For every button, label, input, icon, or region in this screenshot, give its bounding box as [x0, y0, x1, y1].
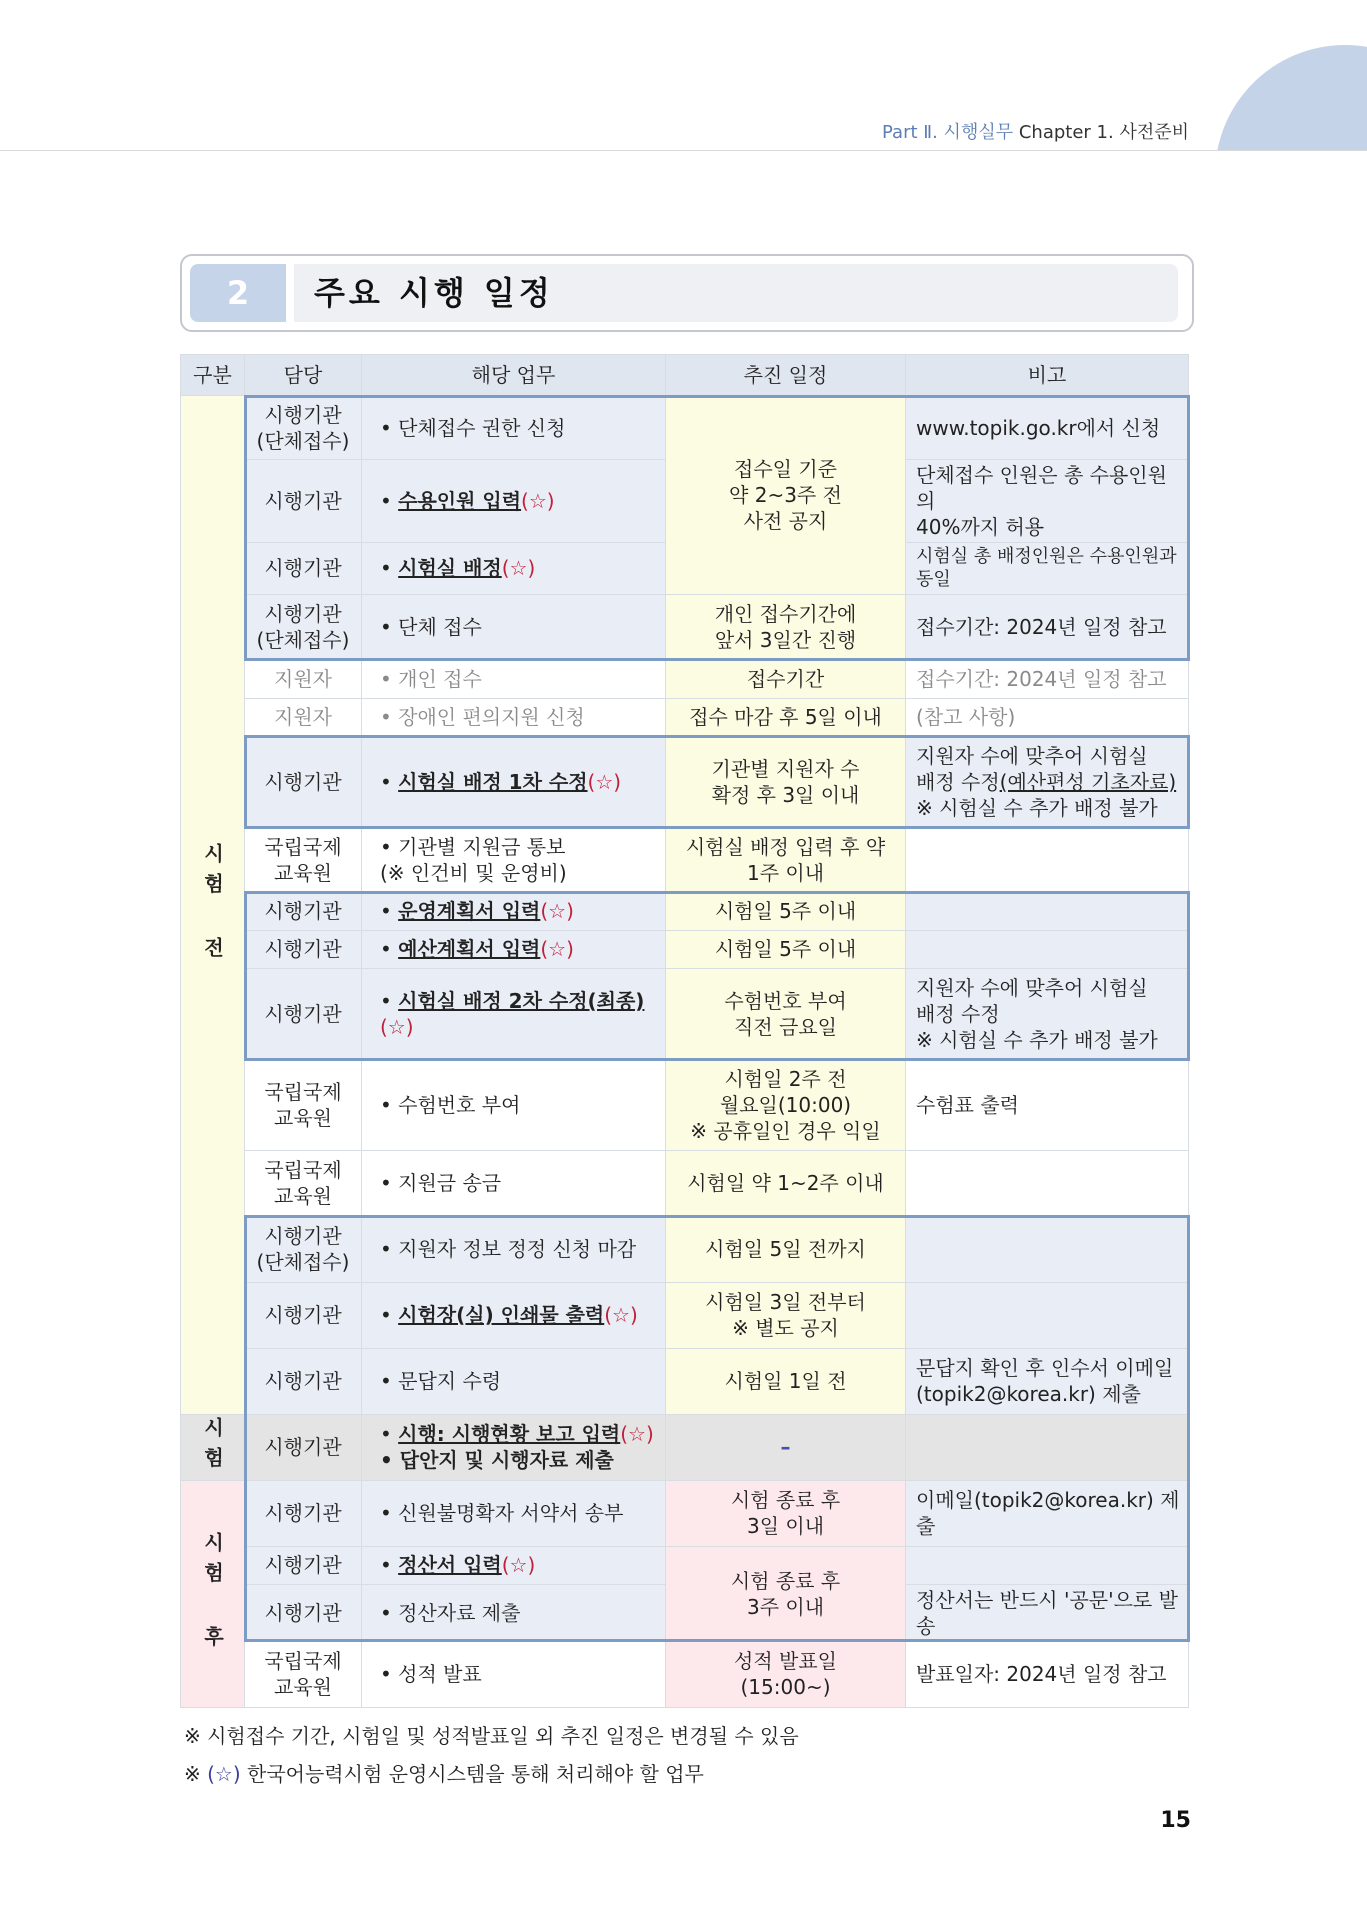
note-cell: 지원자 수에 맞추어 시험실 배정 수정(예산편성 기초자료) ※ 시험실 수 추가 배정 불가	[906, 736, 1189, 828]
group-label-before: 시험 전	[181, 396, 245, 1415]
section-number: 2	[190, 264, 286, 322]
task-cell: • 시험실 배정(☆)	[362, 543, 666, 595]
task-text: 시험실 배정	[398, 556, 502, 581]
schedule-cell: 시험일 1일 전	[666, 1348, 906, 1414]
table-row	[181, 1348, 1189, 1414]
owner-cell: 시행기관	[245, 930, 362, 968]
note-cell: 지원자 수에 맞추어 시험실 배정 수정 ※ 시험실 수 추가 배정 불가	[906, 968, 1189, 1060]
task-cell: • 시행: 시행현황 보고 입력(☆) • 답안지 및 시행자료 제출	[362, 1414, 666, 1480]
table-row	[181, 396, 1189, 460]
owner-cell: 지원자	[245, 660, 362, 698]
task-cell: • 단체접수 권한 신청	[362, 396, 666, 460]
footnote: ※ (☆) 한국어능력시험 운영시스템을 통해 처리해야 할 업무	[184, 1761, 704, 1786]
schedule-cell: 수험번호 부여 직전 금요일	[666, 968, 906, 1060]
task-text: 시험실 배정 1차 수정	[398, 770, 588, 795]
owner-cell: 시행기관	[245, 1480, 362, 1546]
task-text: • 답안지 및 시행자료 제출	[380, 1448, 614, 1473]
schedule-cell: 시험 종료 후 3일 이내	[666, 1480, 906, 1546]
note-cell: 접수기간: 2024년 일정 참고	[906, 660, 1189, 698]
schedule-cell: 접수 마감 후 5일 이내	[666, 698, 906, 736]
task-cell: • 장애인 편의지원 신청	[362, 698, 666, 736]
table-row	[181, 1060, 1189, 1150]
task-cell: • 예산계획서 입력(☆)	[362, 930, 666, 968]
note-cell	[906, 1282, 1189, 1348]
task-cell: • 지원자 정보 정정 신청 마감	[362, 1216, 666, 1282]
task-text: 예산계획서 입력	[398, 937, 541, 962]
col-header: 추진 일정	[666, 355, 906, 396]
note-cell: 정산서는 반드시 '공문'으로 발송	[906, 1584, 1189, 1641]
schedule-cell: 시험일 5주 이내	[666, 892, 906, 930]
note-cell	[906, 1414, 1189, 1480]
table-row	[181, 1414, 1189, 1480]
col-header: 담당	[245, 355, 362, 396]
running-header	[882, 118, 1189, 144]
schedule-cell: 성적 발표일 (15:00~)	[666, 1641, 906, 1707]
table-row	[181, 1480, 1189, 1546]
note-cell	[906, 930, 1189, 968]
schedule-cell: 시험실 배정 입력 후 약 1주 이내	[666, 828, 906, 892]
star-icon: (☆)	[620, 1422, 654, 1447]
note-cell	[906, 1216, 1189, 1282]
task-cell: • 수용인원 입력(☆)	[362, 460, 666, 543]
task-text: 시험장(실) 인쇄물 출력	[398, 1303, 605, 1328]
star-icon: (☆)	[540, 937, 574, 962]
table-row	[181, 1641, 1189, 1707]
star-icon: (☆)	[207, 1761, 241, 1786]
task-text: 수용인원 입력	[398, 489, 522, 513]
header-part: Part Ⅱ. 시행실무	[882, 122, 1014, 143]
table-row	[181, 1216, 1189, 1282]
task-text: 정산서 입력	[398, 1553, 502, 1578]
group-label-during: 시험	[181, 1414, 245, 1480]
note-cell: (참고 사항)	[906, 698, 1189, 736]
section-title: 주요 시행 일정	[314, 274, 554, 312]
star-icon: (☆)	[587, 770, 622, 795]
note-cell: 접수기간: 2024년 일정 참고	[906, 594, 1189, 660]
col-header: 해당 업무	[362, 355, 666, 396]
owner-cell: 시행기관	[245, 1546, 362, 1584]
col-header: 구분	[181, 355, 245, 396]
owner-cell: 국립국제 교육원	[245, 1060, 362, 1150]
star-icon: (☆)	[521, 489, 555, 513]
task-cell: • 기관별 지원금 통보 (※ 인건비 및 운영비)	[362, 828, 666, 892]
table-row	[181, 828, 1189, 892]
owner-cell: 시행기관 (단체접수)	[245, 1216, 362, 1282]
note-cell: 문답지 확인 후 인수서 이메일 (topik2@korea.kr) 제출	[906, 1348, 1189, 1414]
task-cell: • 정산서 입력(☆)	[362, 1546, 666, 1584]
table-row	[181, 594, 1189, 660]
note-cell	[906, 1150, 1189, 1216]
task-cell: • 시험실 배정 1차 수정(☆)	[362, 736, 666, 828]
table-row	[181, 1546, 1189, 1584]
schedule-table	[180, 354, 1189, 1708]
star-icon: (☆)	[380, 1015, 414, 1040]
note-cell: 시험실 총 배정인원은 수용인원과 동일	[906, 543, 1189, 595]
schedule-cell: 개인 접수기간에 앞서 3일간 진행	[666, 594, 906, 660]
table-row	[181, 736, 1189, 828]
task-cell: • 시험실 배정 2차 수정(최종)(☆)	[362, 968, 666, 1060]
section-heading	[180, 254, 1194, 332]
note-cell	[906, 892, 1189, 930]
schedule-cell: 기관별 지원자 수 확정 후 3일 이내	[666, 736, 906, 828]
owner-cell: 시행기관	[245, 736, 362, 828]
schedule-cell: 시험일 2주 전 월요일(10:00) ※ 공휴일인 경우 익일	[666, 1060, 906, 1150]
owner-cell: 시행기관	[245, 543, 362, 595]
schedule-cell: 시험일 5일 전까지	[666, 1216, 906, 1282]
table-row	[181, 1150, 1189, 1216]
task-cell: • 정산자료 제출	[362, 1584, 666, 1641]
task-cell: • 성적 발표	[362, 1641, 666, 1707]
task-cell: • 개인 접수	[362, 660, 666, 698]
star-icon: (☆)	[501, 1553, 536, 1578]
task-cell: • 신원불명확자 서약서 송부	[362, 1480, 666, 1546]
task-cell: • 수험번호 부여	[362, 1060, 666, 1150]
task-cell: • 시험장(실) 인쇄물 출력(☆)	[362, 1282, 666, 1348]
note-cell: 단체접수 인원은 총 수용인원의 40%까지 허용	[906, 460, 1189, 543]
note-cell: 발표일자: 2024년 일정 참고	[906, 1641, 1189, 1707]
table-header-row	[181, 355, 1189, 396]
note-cell	[906, 1546, 1189, 1584]
schedule-cell: 시험일 5주 이내	[666, 930, 906, 968]
group-label-after: 시험 후	[181, 1480, 245, 1707]
owner-cell: 시행기관	[245, 1414, 362, 1480]
owner-cell: 국립국제 교육원	[245, 1150, 362, 1216]
task-text: 운영계획서 입력	[398, 899, 541, 924]
schedule-cell: 접수일 기준 약 2~3주 전 사전 공지	[666, 396, 906, 595]
owner-cell: 시행기관	[245, 1282, 362, 1348]
table-row	[181, 968, 1189, 1060]
owner-cell: 시행기관	[245, 968, 362, 1060]
star-icon: (☆)	[604, 1303, 638, 1328]
table-row	[181, 660, 1189, 698]
star-icon: (☆)	[540, 899, 574, 924]
note-cell	[906, 828, 1189, 892]
owner-cell: 시행기관	[245, 892, 362, 930]
header-chapter: Chapter 1. 사전준비	[1018, 122, 1189, 143]
owner-cell: 시행기관 (단체접수)	[245, 594, 362, 660]
task-cell: • 단체 접수	[362, 594, 666, 660]
task-text: 시행: 시행현황 보고 입력	[398, 1422, 621, 1447]
schedule-cell: 시험일 3일 전부터 ※ 별도 공지	[666, 1282, 906, 1348]
schedule-cell: 시험일 약 1~2주 이내	[666, 1150, 906, 1216]
task-cell: • 지원금 송금	[362, 1150, 666, 1216]
star-icon: (☆)	[501, 556, 536, 581]
owner-cell: 시행기관	[245, 1584, 362, 1641]
header-rule	[0, 150, 1367, 151]
table-row	[181, 698, 1189, 736]
owner-cell: 지원자	[245, 698, 362, 736]
schedule-cell: 접수기간	[666, 660, 906, 698]
table-row	[181, 930, 1189, 968]
owner-cell: 시행기관	[245, 1348, 362, 1414]
footnote: ※ 시험접수 기간, 시험일 및 성적발표일 외 추진 일정은 변경될 수 있음	[184, 1723, 799, 1748]
schedule-cell: –	[666, 1414, 906, 1480]
owner-cell: 시행기관	[245, 460, 362, 543]
col-header: 비고	[906, 355, 1189, 396]
note-cell: www.topik.go.kr에서 신청	[906, 396, 1189, 460]
owner-cell: 시행기관 (단체접수)	[245, 396, 362, 460]
table-row	[181, 892, 1189, 930]
schedule-cell: 시험 종료 후 3주 이내	[666, 1546, 906, 1641]
task-text: 시험실 배정 2차 수정(최종)	[398, 989, 645, 1014]
table-row	[181, 1282, 1189, 1348]
page-number: 15	[1160, 1808, 1191, 1833]
owner-cell: 국립국제 교육원	[245, 828, 362, 892]
owner-cell: 국립국제 교육원	[245, 1641, 362, 1707]
note-cell: 이메일(topik2@korea.kr) 제출	[906, 1480, 1189, 1546]
note-cell: 수험표 출력	[906, 1060, 1189, 1150]
task-cell: • 문답지 수령	[362, 1348, 666, 1414]
task-cell: • 운영계획서 입력(☆)	[362, 892, 666, 930]
